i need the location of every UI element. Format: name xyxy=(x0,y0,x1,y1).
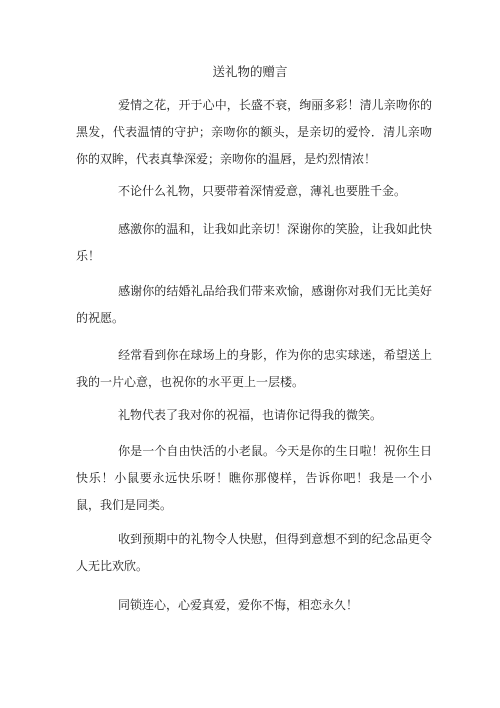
paragraph-text: 感谢你的结婚礼品给我们带来欢愉，感谢你对我们无比美好的祝愿。 xyxy=(76,284,432,325)
paragraph-love-lock xyxy=(76,592,432,619)
paragraph-text: 同锁连心，心爱真爱，爱你不悔，相恋永久！ xyxy=(118,598,359,612)
paragraph-birthday-mouse xyxy=(76,438,432,519)
document-title: 送礼物的赠言 xyxy=(212,64,288,79)
paragraph-gratitude xyxy=(76,216,432,270)
paragraph-surprise-gift xyxy=(76,526,432,580)
paragraph-smile xyxy=(76,402,432,429)
paragraph-text: 经常看到你在球场上的身影，作为你的忠实球迷，希望送上我的一片心意，也祝你的水平更上一层楼。 xyxy=(76,348,432,389)
paragraph-text: 收到预期中的礼物令人快慰，但得到意想不到的纪念品更令人无比欢欣。 xyxy=(76,532,432,573)
paragraph-wedding-gift xyxy=(76,278,432,332)
paragraph-text: 感激你的温和，让我如此亲切！深谢你的笑脸，让我如此快乐！ xyxy=(76,222,432,263)
paragraph-text: 不论什么礼物，只要带着深情爱意，薄礼也要胜千金。 xyxy=(118,184,407,198)
paragraph-sports-fan xyxy=(76,342,432,396)
paragraph-text: 爱情之花，开于心中，长盛不衰，绚丽多彩！清儿亲吻你的黑发，代表温情的守护；亲吻你的额头，是亲切的爱怜．清儿亲吻你的双眸，代表真挚深爱；亲吻你的温唇，是灼烈情浓！ xyxy=(76,98,432,166)
paragraph-love-flower xyxy=(76,92,432,173)
paragraph-text: 你是一个自由快活的小老鼠。今天是你的生日啦！祝你生日快乐！小鼠要永远快乐呀！瞧你那傻样，告诉你吧！我是一个小鼠，我们是同类。 xyxy=(76,444,432,512)
paragraph-gift-value xyxy=(76,178,432,205)
paragraph-text: 礼物代表了我对你的祝福，也请你记得我的微笑。 xyxy=(118,408,383,422)
